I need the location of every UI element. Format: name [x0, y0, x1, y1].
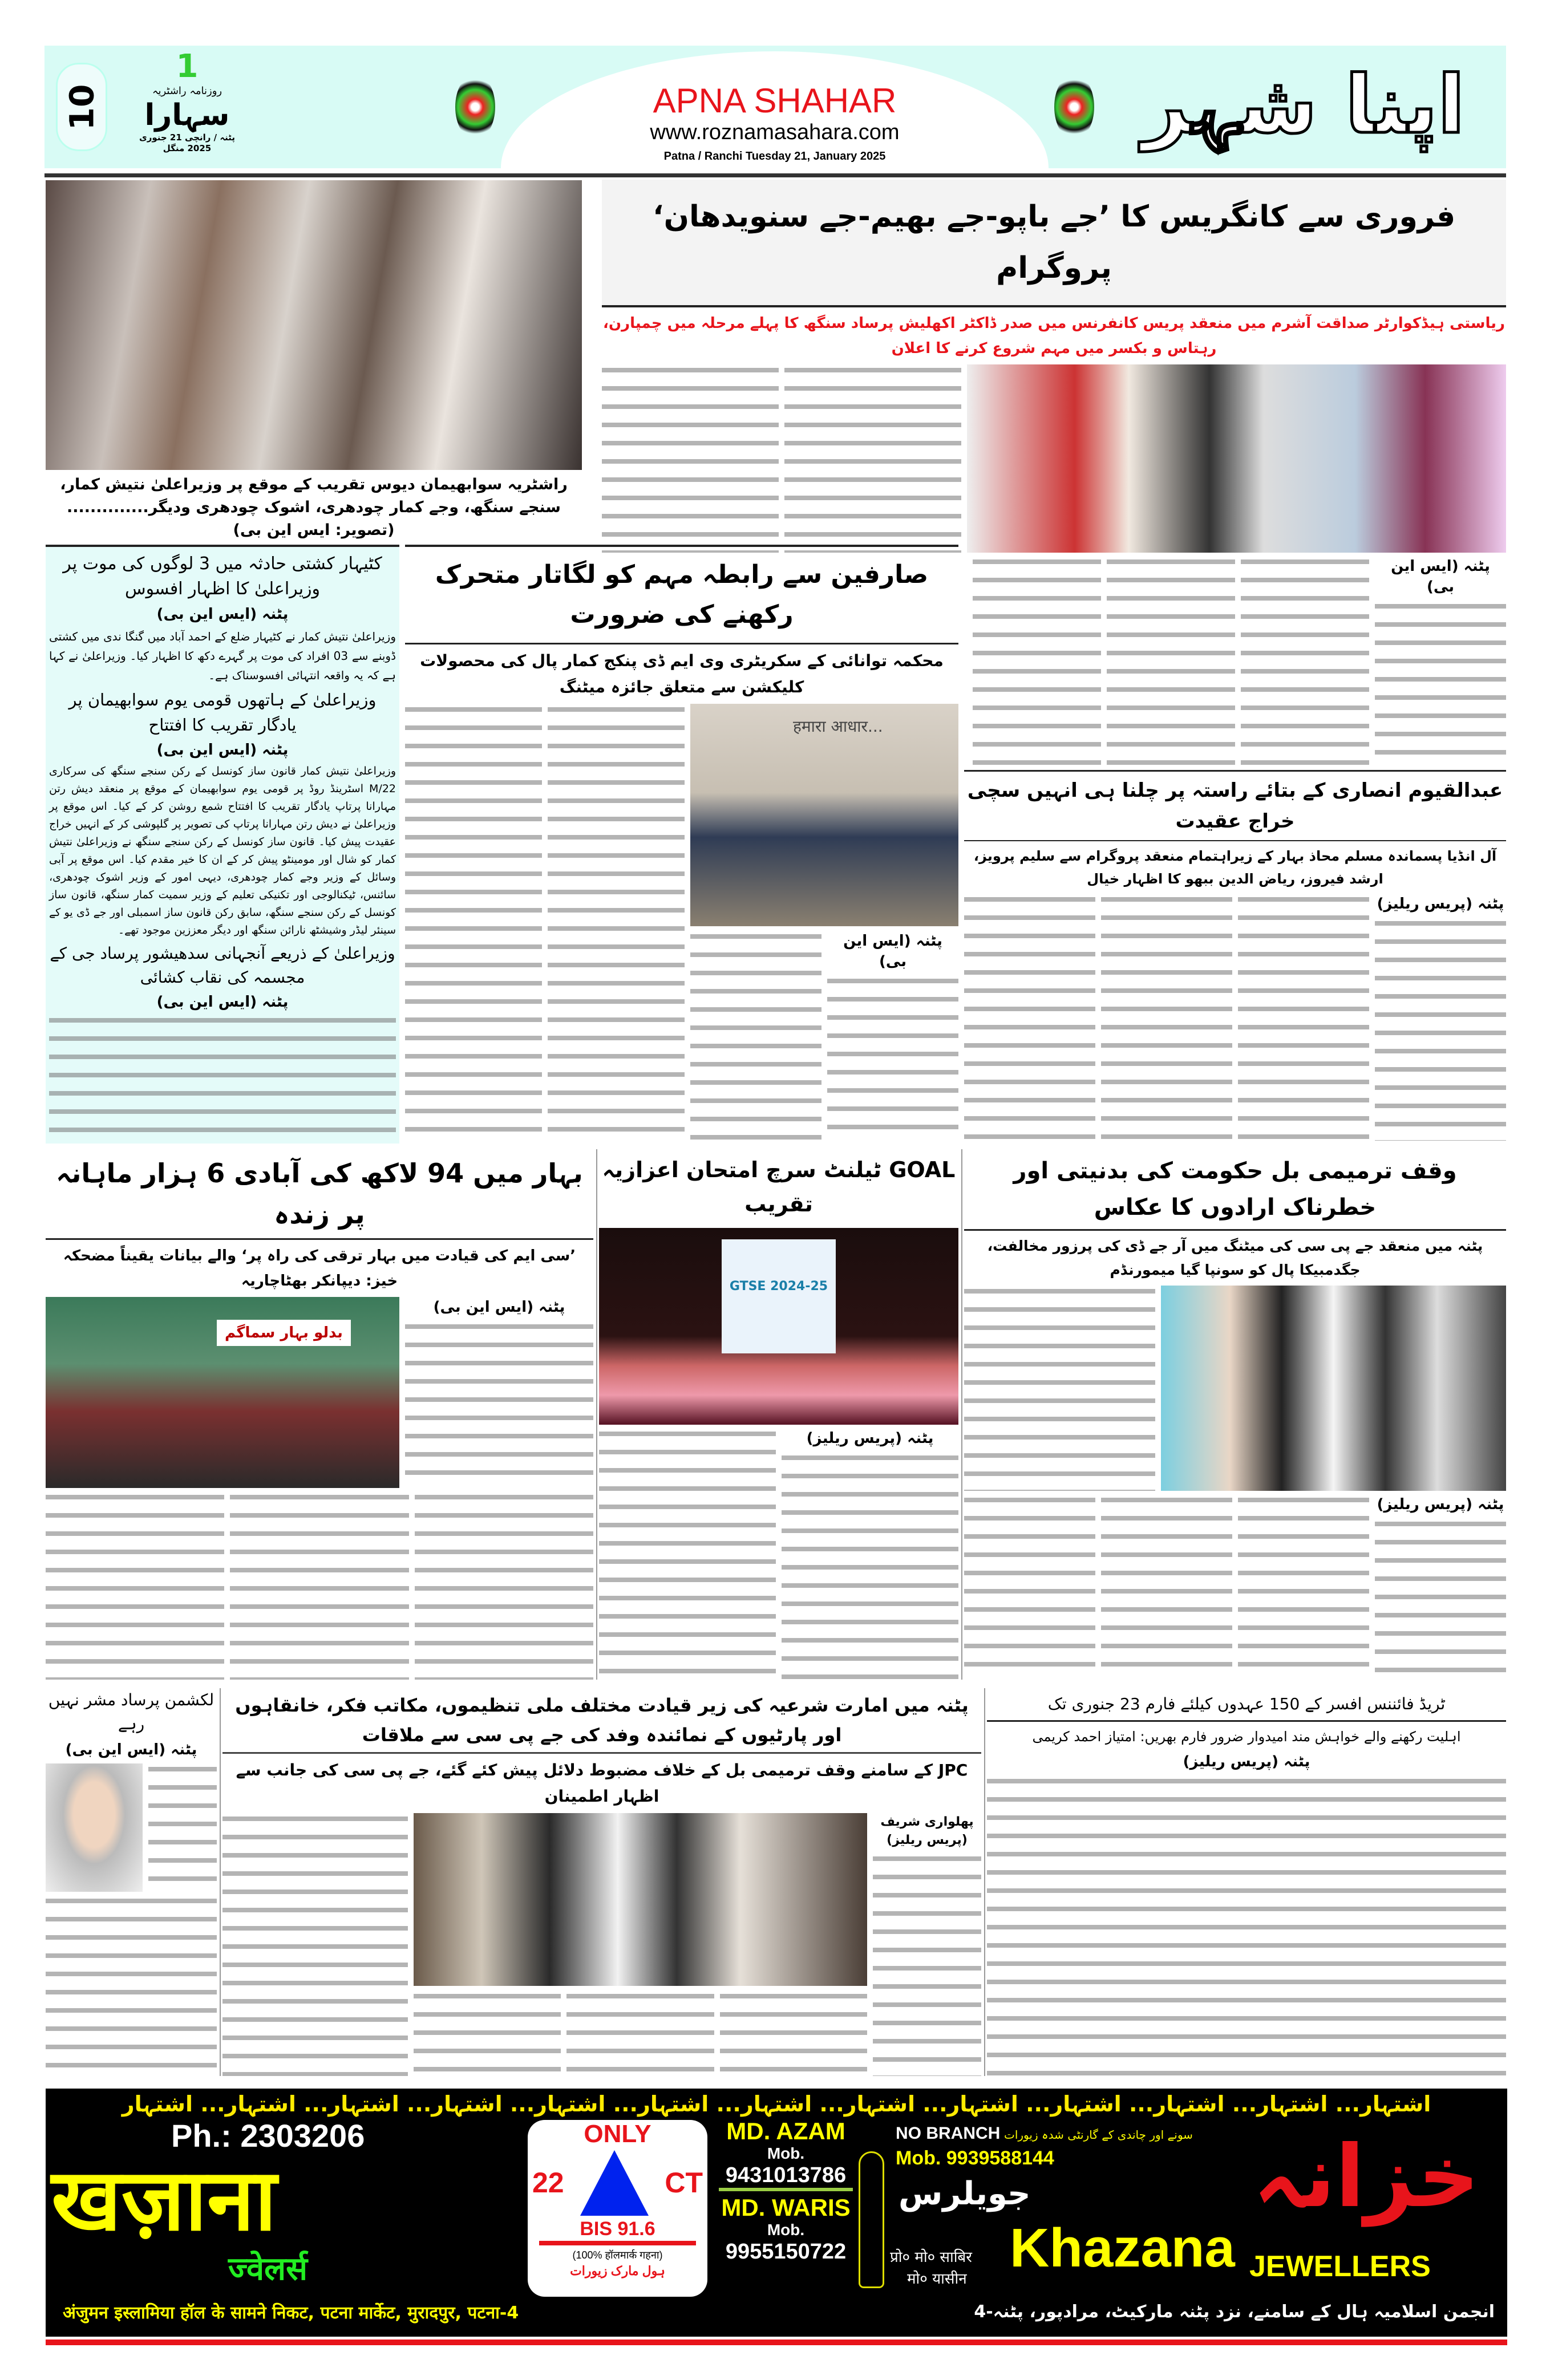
column-divider [961, 1149, 962, 1680]
column-divider [220, 1688, 221, 2076]
ad-brand-hindi: खज़ाना [51, 2151, 277, 2250]
column-divider [596, 1149, 597, 1680]
story-body-lines [49, 1015, 396, 1139]
waqf-body-col [1238, 1494, 1369, 1680]
ansari-headline: عبدالقیوم انصاری کے بتائے راستہ پر چلنا ہی انہیں سچی خراج عقیدت [964, 770, 1506, 841]
badge-hallmark-ur: ہول مارک زیورات [570, 2264, 665, 2278]
waqf-body-col [964, 1494, 1095, 1680]
contact1-label: Mob. [767, 2144, 805, 2162]
lakshman-headline: لکشمن پرساد مشر نہیں رہے [48, 1690, 215, 1733]
imarat-photo-col [414, 1813, 867, 2076]
story-headline: وزیراعلیٰ کے ذریعے آنجہانی سدھیشور پرساد جی کے مجسمہ کی نقاب کشائی [50, 944, 395, 987]
badge-22: 22 [532, 2167, 564, 2199]
ansari-byline-col [1375, 894, 1506, 1141]
goal-byline-col [782, 1428, 958, 1680]
imarat-body-col [414, 1990, 561, 2076]
section-title-en: APNA SHAHAR [653, 82, 897, 120]
goal-screen [722, 1239, 836, 1353]
story-byline: پٹنہ (ایس این بی) [156, 606, 289, 623]
middle-photo [690, 704, 958, 926]
ad-prop-2: मो० यासीन [907, 2270, 967, 2288]
bihar-photo [46, 1297, 399, 1488]
middle-photo-credit: پٹنہ (ایس این بی) [843, 932, 942, 970]
middle-headline: صارفین سے رابطہ مہم کو لگاتار متحرک رکھنے کی ضرورت [405, 545, 958, 644]
lantern-icon [859, 2151, 884, 2288]
imarat-headline: پٹنہ میں امارت شرعیہ کی زیر قیادت مختلف ملی تنظیموں، مکاتب فکر، خانقاہوں اور پارٹیوں کے نمائندہ وفد کی جے پی سی سے ملاقات [222, 1688, 981, 1754]
ansari-subhead: آل انڈیا پسماندہ مسلم محاذ بہار کے زیراہتمام منعقد پروگرام سے سلیم پرویز، ارشد فیروز، ریاض الدین ببھو کا اظہار خیال [973, 848, 1497, 887]
goal-headline: GOAL ٹیلنٹ سرچ امتحان اعزازیہ تقریب [602, 1157, 956, 1217]
middle-body-col [405, 704, 542, 1141]
header-divider [44, 173, 1506, 177]
contact1-number: 9431013786 [719, 2163, 853, 2191]
ansari-body-col [1101, 894, 1232, 1141]
lead-body-col [784, 364, 961, 553]
page-number: 10 [62, 84, 101, 130]
ad-address-ur: انجمن اسلامیہ ہال کے سامنے، نزد پٹنہ مارکیٹ، مرادپور، پٹنہ-4 [974, 2302, 1495, 2322]
paper-logo [130, 49, 244, 166]
ad-brand-en: Khazana [1010, 2217, 1235, 2278]
ad-contacts [719, 2118, 853, 2264]
middle-body-col [548, 704, 685, 1141]
waqf-photo-row [964, 1286, 1506, 1491]
lead-body-col [1375, 601, 1506, 767]
ad-mob: Mob. 9939588144 [896, 2147, 1054, 2169]
story-byline: پٹنہ (ایس این بی) [156, 994, 289, 1011]
middle-body-col [827, 975, 958, 1141]
lead-upper-row [602, 364, 1506, 553]
bihar-body-col [230, 1491, 408, 1680]
waqf-byline-col [1375, 1494, 1506, 1680]
ansari-body-col [1238, 894, 1369, 1141]
middle-subhead: محکمہ توانائی کے سکریٹری وی ایم ڈی پنکج کمار پال کی محصولات کلیکشن سے متعلق جائزہ میٹنگ [420, 651, 944, 696]
goal-byline: پٹنہ (پریس ریلیز) [806, 1430, 934, 1447]
screen-text: GTSE 2024-25 [729, 1279, 828, 1294]
story-byline: پٹنہ (ایس این بی) [156, 741, 289, 759]
badge-hallmark-hi: (100% हॉलमार्क गहना) [572, 2249, 663, 2261]
goal-body-row [599, 1428, 958, 1680]
badge-ct: CT [665, 2167, 703, 2199]
left-news-box [46, 545, 399, 1144]
logo-one-icon: 1 [176, 48, 199, 85]
imarat-under-photo-row [414, 1990, 867, 2076]
column-divider [984, 1688, 985, 2076]
contact2-name: MD. WARIS [721, 2194, 851, 2221]
waqf-subhead: پٹنہ میں منعقد جے پی سی کی میٹنگ میں آر جے ڈی کی پرزور مخالفت، جگدمبیکا پال کو سونپا گیا میمورنڈم [987, 1238, 1483, 1278]
story-body: وزیراعلیٰ نتیش کمار نے کٹیہار ضلع کے احمد آباد میں گنگا ندی میں کشتی ڈوبنے سے 03 افراد کی موت پر گہرے دکھ کا اظہار کیا۔ وزیراعلیٰ نے کہا ہے کہ یہ واقعہ انتہائی افسوسناک ہے۔ [49, 630, 396, 682]
waqf-body-col [1101, 1494, 1232, 1680]
imarat-photo [414, 1813, 867, 1986]
goal-body-col [782, 1452, 958, 1680]
bihar-story [46, 1149, 593, 1680]
sun-emblem-icon [455, 74, 495, 140]
story-headline: وزیراعلیٰ کے ہاتھوں قومی یوم سوابھیمان پر یادگار تقریب کا افتتاح [68, 690, 377, 735]
ad-brand-hindi-sub: ज्वेलर्स [228, 2251, 307, 2288]
middle-credit-col [827, 931, 958, 1141]
trade-byline: پٹنہ (پریس ریلیز) [1183, 1753, 1310, 1770]
imarat-body-col [566, 1990, 714, 2076]
story-body: وزیراعلیٰ نتیش کمار قانون ساز کونسل کے رکن سنجے سنگھ کی سرکاری 22/M اسٹرینڈ روڈ پر قومی یوم سوابھیمان کے موقع پر منعقد دیش رتن مہارانا پرتاپ یادگار تقریب کا افتتاح شمع روشن کر کے کیا۔ اس موقع پر وزیراعلیٰ نے دیش رتن مہارانا پرتاپ کی تصویر پر گلپوشی کر کے انہیں خراج عقیدت پیش کیا۔ قانون ساز کونسل کے رکن سنجے سنگھ نے وزیراعلیٰ نتیش کمار کو شال اور مومینٹو پیش کر کے ان کا خیر مقدم کیا۔ اس موقع پر آبی وسائل کے وزیر وجے کمار چودھری، دیہی امور کے وزیر اشوک چودھری، سائنس، ٹیکنالوجی اور تکنیکی تعلیم کے وزیر سمیت کمار سنگھ، قانون ساز کونسل کے رکن سنجے سنگھ، سابق رکن قانون ساز اسمبلی اور جے ڈی یو کے سینئر لیڈر وشیشٹھ نارائن سنگھ اور دیگر معززین موجود تھے۔ [49, 765, 396, 936]
date-line: Patna / Ranchi Tuesday 21, January 2025 [663, 150, 886, 163]
top-photo [46, 180, 582, 470]
lead-byline: پٹنہ (ایس این بی) [1391, 558, 1490, 595]
waqf-story [964, 1149, 1506, 1680]
imarat-body-col [720, 1990, 867, 2076]
badge-karat [528, 2148, 707, 2217]
ansari-body-row [964, 894, 1506, 1141]
top-photo-section [46, 180, 582, 542]
ad-ticker: اشتہار... اشتہار... اشتہار... اشتہار... اشتہار... اشتہار... اشتہار... اشتہار... اشتہار... اشتہار... اشتہار... اشتہار... اشتہار [122, 2091, 1431, 2117]
page-number-badge [56, 63, 107, 151]
bihar-body-col [415, 1491, 593, 1680]
middle-photo-col [690, 704, 958, 1141]
contact2-number: 9955150722 [725, 2240, 847, 2264]
khazana-advertisement [46, 2089, 1507, 2337]
bihar-headline: بہار میں 94 لاکھ کی آبادی 6 ہزار ماہانہ پر زندہ [46, 1149, 593, 1240]
waqf-body-col [964, 1286, 1155, 1491]
contact2-label: Mob. [767, 2221, 805, 2239]
imarat-body-col [222, 1813, 408, 2076]
ad-brand-en-sub: JEWELLERS [1249, 2250, 1431, 2283]
goal-body-col [599, 1428, 776, 1680]
middle-story [405, 545, 958, 1141]
imarat-byline-col [873, 1813, 981, 2076]
ad-phone: Ph.: 2303206 [171, 2118, 365, 2154]
story-headline: کٹیہار کشتی حادثہ میں 3 لوگوں کی موت پر وزیراعلیٰ کا اظہار افسوس [63, 554, 382, 599]
lakshman-body [148, 1763, 217, 1892]
badge-bis: BIS 91.6 [539, 2217, 696, 2245]
lead-body-col [1241, 556, 1369, 767]
paper-name: سہارا [144, 98, 230, 132]
ad-no-branch: NO BRANCH [896, 2124, 1001, 2143]
bihar-photo-row [46, 1297, 593, 1488]
ad-address-hi: अंजुमन इस्लामिया हॉल के सामने निकट, पटना मार्केट, मुरादपुर, पटना-4 [63, 2303, 519, 2323]
ansari-byline: پٹنہ (پریس ریلیز) [1377, 895, 1504, 913]
goal-photo [599, 1228, 958, 1425]
bihar-byline-col [405, 1297, 593, 1488]
ad-brand-ur: خزانہ [1253, 2127, 1480, 2227]
urdu-date: پٹنہ / رانچی 21 جنوری 2025 منگل [139, 132, 236, 153]
ad-tagline-ur: سونے اور چاندی کے گارنٹی شدہ زیورات [1004, 2128, 1193, 2142]
goal-story [599, 1149, 958, 1680]
waqf-photo [1161, 1286, 1506, 1491]
ad-prop-1: प्रो० मो० साबिर [890, 2249, 972, 2266]
lead-body-col [973, 556, 1101, 767]
imarat-subhead: JPC کے سامنے وقف ترمیمی بل کے خلاف مضبوط دلائل پیش کئے گئے، جے پی سی کی جانب سے اظہار اطمینان [236, 1761, 968, 1806]
middle-body-col [690, 931, 821, 1141]
bihar-body-col [405, 1321, 593, 1488]
paper-tag: روزنامہ راشٹریہ [152, 85, 222, 97]
imarat-story [222, 1688, 981, 2076]
ansari-body-col [1375, 918, 1506, 1141]
waqf-body-row [964, 1494, 1506, 1680]
waqf-body-col [1375, 1518, 1506, 1680]
banner-text: بدلو بہار سماگم [217, 1320, 351, 1346]
waqf-headline: وقف ترمیمی بل حکومت کی بدنیتی اور خطرناک ارادوں کا عکاس [964, 1149, 1506, 1231]
trade-story [987, 1688, 1506, 2076]
lead-byline-col [1375, 556, 1506, 767]
footer-red-rule [46, 2340, 1507, 2345]
lakshman-photo-row [46, 1763, 217, 1892]
ansari-body-col [964, 894, 1095, 1141]
contact1-name: MD. AZAM [726, 2118, 845, 2144]
bihar-subhead: ’سی ایم کی قیادت میں بہار ترقی کی راہ پر‘ والے بیانات یقیناً مضحکہ خیز: دیپانکر بھٹاچاریہ [63, 1247, 576, 1290]
website: www.roznamasahara.com [650, 120, 900, 144]
header-arch [501, 51, 1049, 168]
imarat-body-row [222, 1813, 981, 2076]
section-title-ur: اپنا شہر [1142, 59, 1465, 152]
lead-body-col [1107, 556, 1235, 767]
trade-headline: ٹریڈ فائننس افسر کے 150 عہدوں کیلئے فارم 23 جنوری تک [987, 1688, 1506, 1722]
top-photo-caption: راشٹریہ سوابھیمان دیوس تقریب کے موقع پر وزیراعلیٰ نتیش کمار، سنجے سنگھ، وجے کمار چودھری، اشوک چودھری ودیگر..............(تصویر: ایس این بی) [60, 476, 568, 539]
imarat-byline: پھلواری شریف (پریس ریلیز) [880, 1815, 974, 1847]
photo-sign-text: हमारा आधार... [793, 717, 883, 736]
badge-only: ONLY [584, 2120, 651, 2148]
lakshman-portrait [46, 1763, 143, 1892]
trade-body [987, 1775, 1506, 2076]
sun-emblem-icon [1054, 74, 1094, 140]
lead-photo [967, 364, 1506, 553]
lakshman-byline: پٹنہ (ایس این بی) [65, 1741, 197, 1758]
lead-body-col [602, 364, 779, 553]
hallmark-badge [528, 2120, 707, 2297]
bihar-body-row [46, 1491, 593, 1680]
imarat-body-col [873, 1853, 981, 2076]
middle-body-row [405, 704, 958, 1141]
masthead [44, 46, 1506, 168]
middle-photo-text-row [690, 931, 958, 1141]
trade-subhead: اہلیت رکھنے والے خواہش مند امیدوار ضرور فارم بھریں: امتیاز احمد کریمی [1032, 1729, 1461, 1745]
lead-headline: فروری سے کانگریس کا ’جے باپو-جے بھیم-جے سنویدھان‘ پروگرام [602, 180, 1506, 307]
ansari-story [964, 770, 1506, 1141]
waqf-byline: پٹنہ (پریس ریلیز) [1377, 1496, 1504, 1513]
bihar-byline: پٹنہ (ایس این بی) [433, 1299, 565, 1316]
lead-subhead: ریاستی ہیڈکوارٹر صداقت آشرم میں منعقد پریس کانفرنس میں صدر ڈاکٹر اکھلیش پرساد سنگھ کا پہلے مرحلہ میں چمپارن، رہتاس و بکسر میں مہم شروع کرنے کا اعلان [603, 315, 1505, 357]
bihar-body-col [46, 1491, 224, 1680]
bis-triangle-icon [580, 2150, 649, 2216]
lakshman-body [46, 1895, 217, 2076]
ad-jewellers-ur: جویلرس [899, 2175, 1031, 2212]
lakshman-story [46, 1688, 217, 2076]
